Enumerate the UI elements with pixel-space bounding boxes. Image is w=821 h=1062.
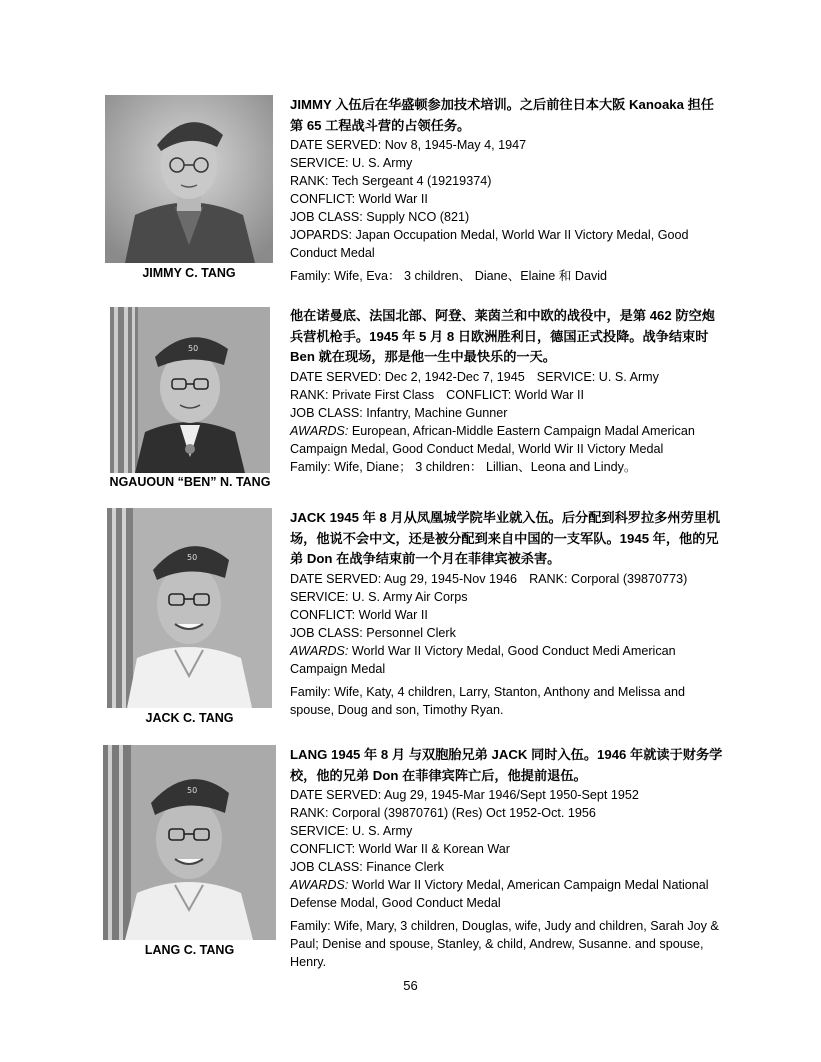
headline-lang: LANG 1945 年 8 月 与双胞胎兄弟 JACK 同时入伍。1946 年就读于财务学校，他的兄弟 Don 在菲律宾阵亡后，他提前退伍。 [290, 747, 723, 783]
awards-value: World War II Victory Medal, Good Conduct Medi American Campaign Medal [290, 643, 676, 676]
awards-label: AWARDS: [290, 878, 349, 892]
job-class: JOB CLASS: Infantry, Machine Gunner [290, 405, 508, 420]
caption-lang-c-tang: LANG C. TANG [144, 943, 235, 957]
conflict: CONFLICT: World War II [290, 607, 428, 622]
photo-ben-n-tang [110, 307, 270, 473]
soldier-portrait-image [105, 95, 273, 263]
entry-text-jimmy [290, 95, 725, 285]
awards-value: European, African-Middle Eastern Campaign Madal American Campaign Medal, Good Conduct Medal, World Wir II Victory Medal [290, 423, 695, 456]
conflict: CONFLICT: World War II & Korean War [290, 842, 510, 856]
awards-label: AWARDS: [290, 643, 349, 658]
date-served: DATE SERVED: Nov 8, 1945-May 4, 1947 [290, 138, 527, 152]
job-class: JOB CLASS: Finance Clerk [290, 860, 444, 874]
date-and-rank [290, 570, 725, 588]
entry-text-jack [290, 508, 725, 719]
svg-text:50: 50 [188, 344, 199, 353]
date-served: DATE SERVED: Aug 29, 1945-Nov 1946 [290, 571, 518, 586]
job-class: JOB CLASS: Personnel Clerk [290, 625, 456, 640]
awards [290, 642, 725, 678]
photo-jimmy-c-tang [105, 95, 273, 263]
page-number: 56 [403, 978, 418, 993]
awards-value: World War II Victory Medal, American Campaign Medal National Defense Modal, Good Conduct Medal [290, 878, 709, 910]
flag-stripes [110, 307, 138, 473]
veteran-portrait-image [107, 508, 272, 708]
service: SERVICE: U. S. Army [290, 824, 413, 838]
rank: RANK: Tech Sergeant 4 (19219374) [290, 174, 492, 188]
service: SERVICE: U. S. Army Air Corps [290, 589, 468, 604]
job-class: JOB CLASS: Supply NCO (821) [290, 210, 470, 224]
headline-jack: JACK 1945 年 8 月从凤凰城学院毕业就入伍。后分配到科罗拉多州劳里机场，他说不会中文，还是被分配到来自中国的一支军队。1945 年，他的兄弟 Don 在战争结束前一个月在菲律宾被杀害。 [290, 510, 721, 566]
awards [290, 422, 725, 458]
headline-jimmy: JIMMY 入伍后在华盛顿参加技术培训。之后前往日本大阪 Kanoaka 担任第 65 工程战斗营的占领任务。 [290, 97, 714, 133]
family: Family: Wife, Katy, 4 children, Larry, Stanton, Anthony and Melissa and spouse, Doug and son, Timothy Ryan. [290, 684, 686, 717]
svg-text:50: 50 [187, 553, 198, 562]
rank-and-conflict [290, 386, 725, 404]
flag-stripes [107, 508, 133, 708]
awards-label: AWARDS: [290, 423, 349, 438]
veteran-portrait-image [110, 307, 270, 473]
veteran-portrait-image [103, 745, 276, 940]
service: SERVICE: U. S. Army [536, 369, 659, 384]
flag-stripes [103, 745, 131, 940]
rank: RANK: Corporal (39870773) [529, 571, 688, 586]
rank: RANK: Corporal (39870761) (Res) Oct 1952-Oct. 1956 [290, 806, 596, 820]
photo-lang-c-tang [103, 745, 276, 940]
rank: RANK: Private First Class [290, 387, 435, 402]
conflict: CONFLICT: World War II [446, 387, 584, 402]
conflict: CONFLICT: World War II [290, 192, 428, 206]
awards: JOPARDS: Japan Occupation Medal, World War II Victory Medal, Good Conduct Medal [290, 228, 689, 260]
date-and-service [290, 368, 725, 386]
family: Family: Wife, Mary, 3 children, Douglas, wife, Judy and children, Sarah Joy & Paul; Denise and spouse, Stanley, & child, Andrew, Susanne. and spouse, Henry. [290, 919, 719, 969]
entry-text-ben [290, 306, 725, 476]
caption-jack-c-tang: JACK C. TANG [145, 711, 234, 725]
family: Family: Wife, Diane； 3 children： Lillian、Leona and Lindy。 [290, 459, 637, 474]
caption-ben-n-tang: NGAUOUN “BEN” N. TANG [109, 475, 271, 489]
date-served: DATE SERVED: Aug 29, 1945-Mar 1946/Sept 1950-Sept 1952 [290, 788, 639, 802]
date-served: DATE SERVED: Dec 2, 1942-Dec 7, 1945 [290, 369, 525, 384]
service: SERVICE: U. S. Army [290, 156, 413, 170]
photo-jack-c-tang [107, 508, 272, 708]
awards [290, 876, 725, 912]
family: Family: Wife, Eva： 3 children、 Diane、Elaine 和 David [290, 269, 608, 283]
caption-jimmy-c-tang: JIMMY C. TANG [142, 266, 236, 280]
svg-text:50: 50 [187, 786, 198, 795]
entry-text-lang [290, 745, 725, 971]
headline-ben: 他在诺曼底、法国北部、阿登、莱茵兰和中欧的战役中，是第 462 防空炮兵营机枪手。1945 年 5 月 8 日欧洲胜利日，德国正式投降。战争结束时 Ben 就在现场，那是他一生中最快乐的一天。 [290, 308, 715, 364]
